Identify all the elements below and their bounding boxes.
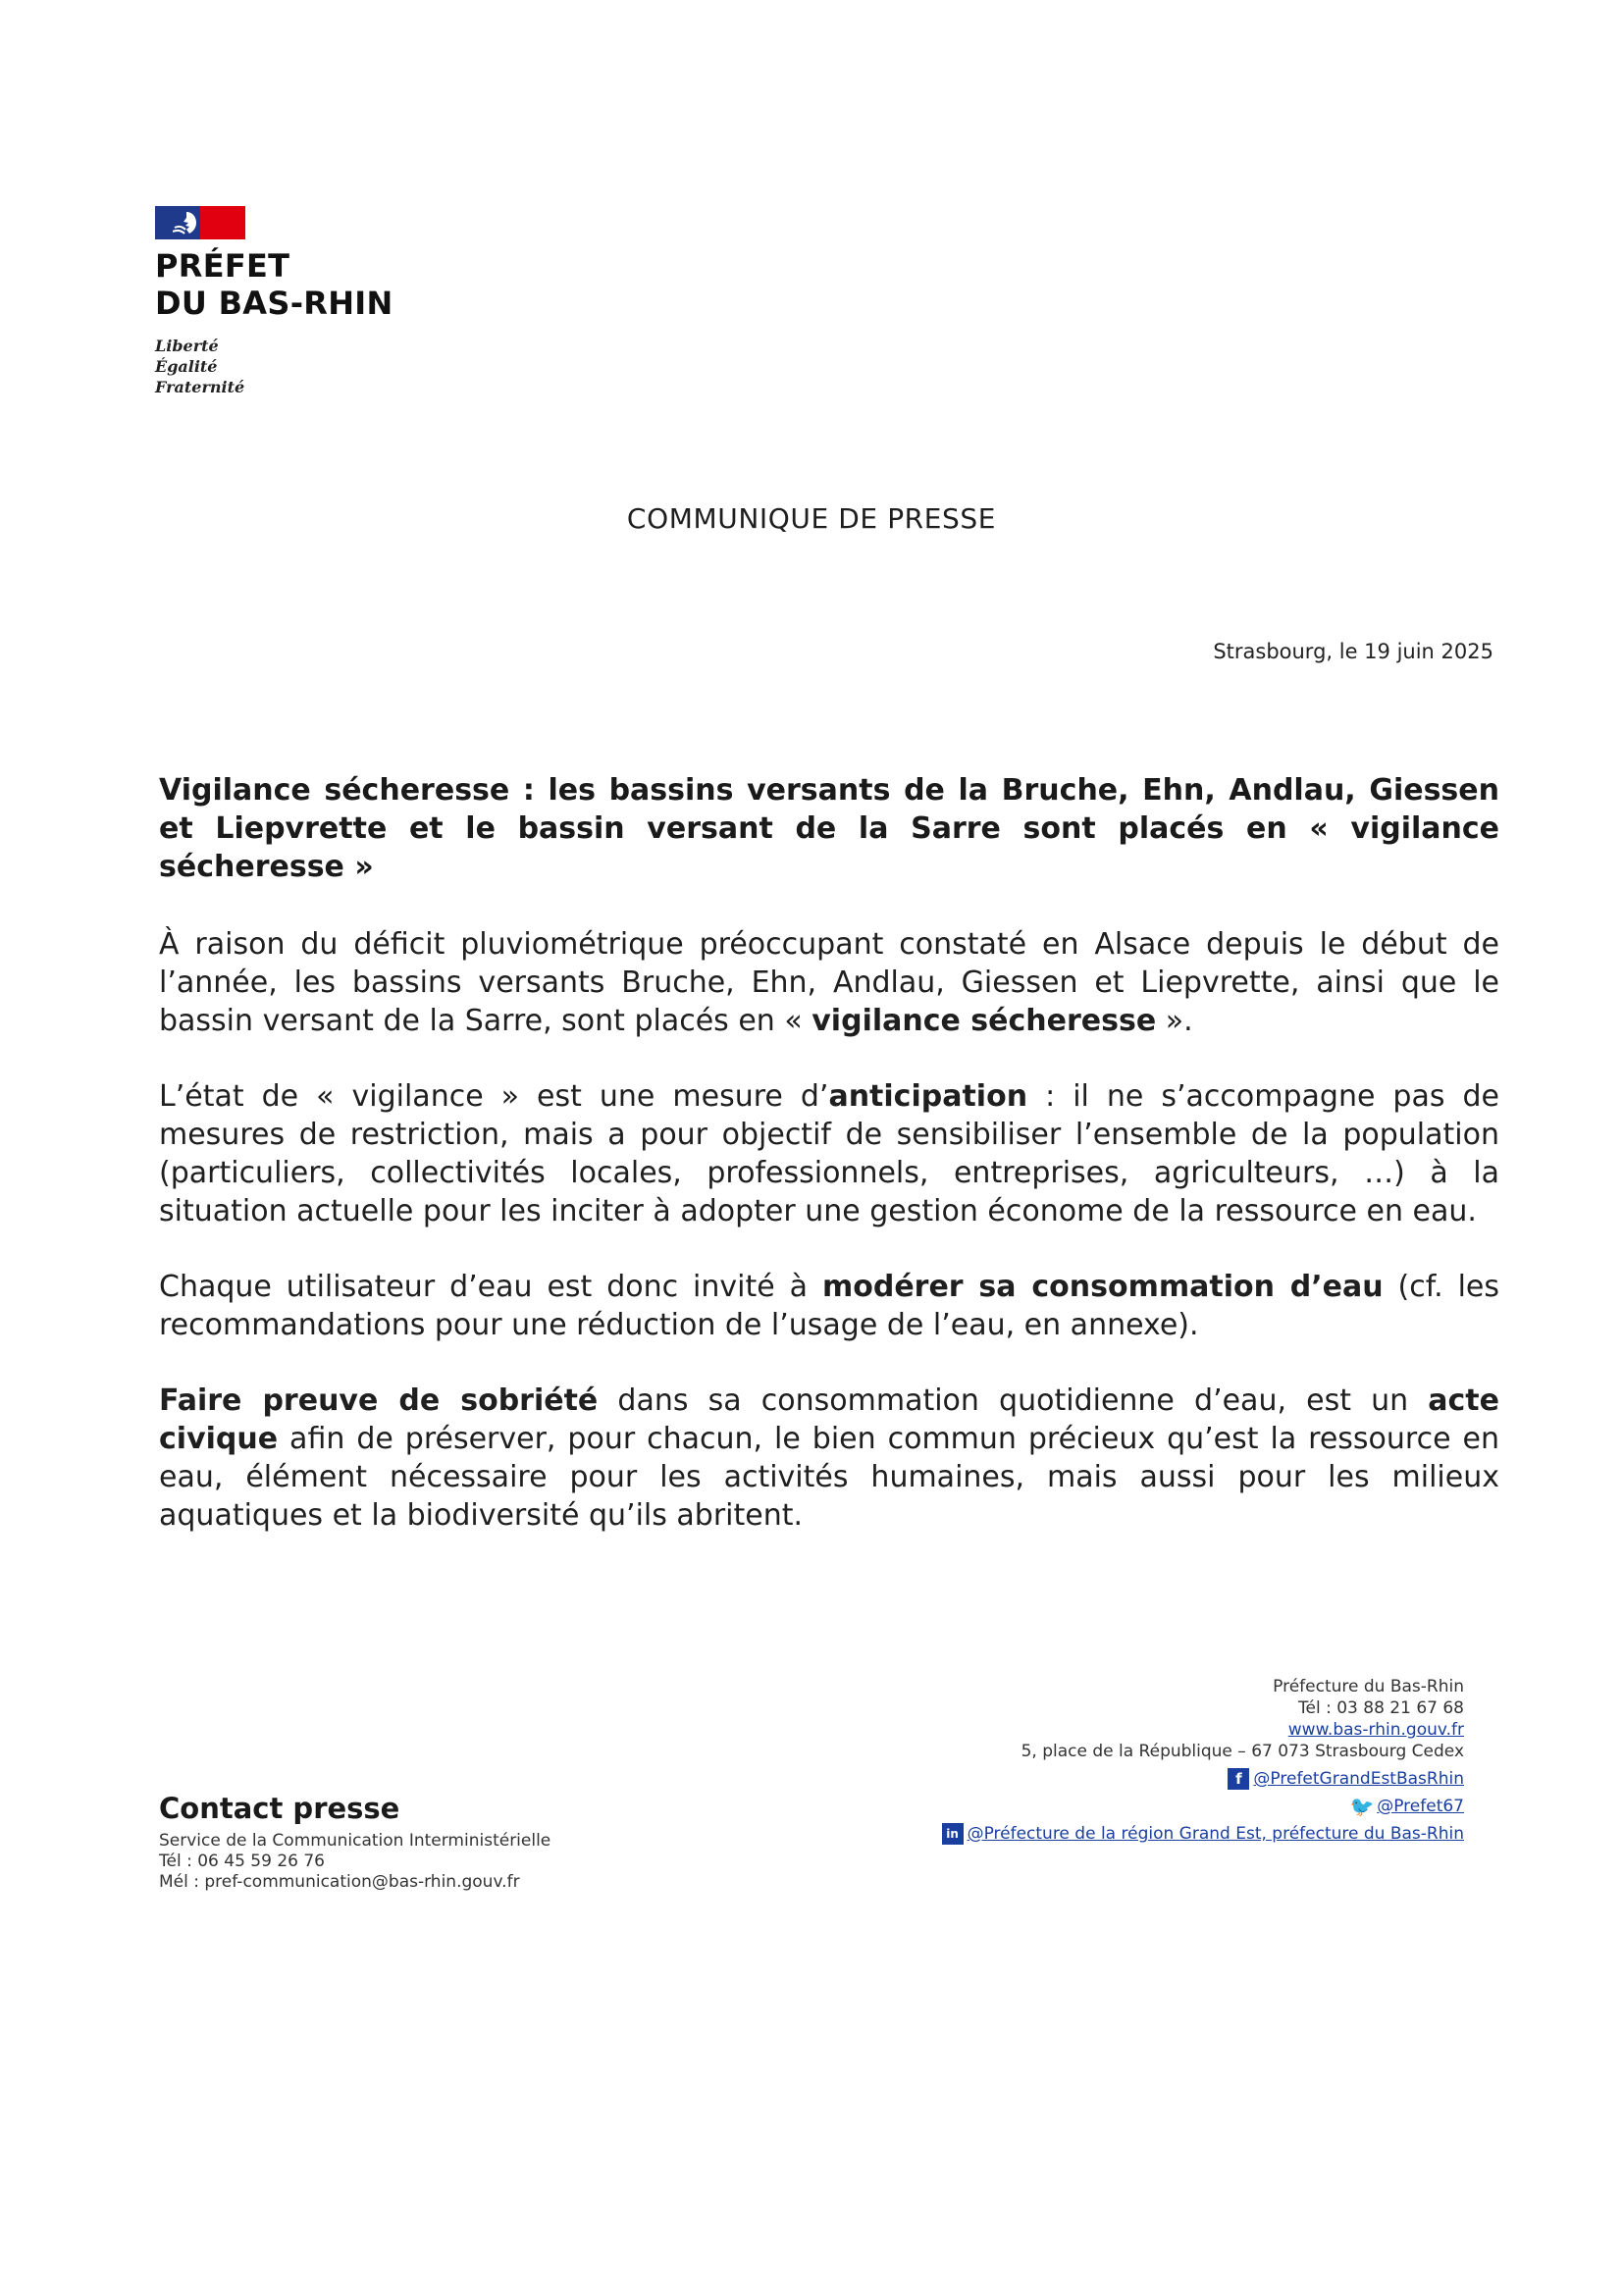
twitter-row xyxy=(942,1796,1464,1817)
press-contact-heading: Contact presse xyxy=(159,1792,400,1825)
prefect-logo xyxy=(155,206,410,397)
prefecture-address: 5, place de la République – 67 073 Strasbourg Cedex xyxy=(1021,1742,1464,1761)
logo-title-line1: PRÉFET xyxy=(155,247,290,285)
logo-title xyxy=(155,247,410,322)
paragraph-4-text: dans sa consommation quotidienne d’eau, est un xyxy=(598,1383,1429,1418)
document-type-heading: COMMUNIQUE DE PRESSE xyxy=(626,502,997,535)
paragraph-1-text: À raison du déficit pluviométrique préoccupant constaté en Alsace depuis le début de l’année, les bassins versants Bruche, Ehn, Andlau, Giessen et Liepvrette, ainsi que le bassin versant de la Sarre, sont placés en « xyxy=(159,927,1499,1038)
press-contact-phone: Tél : 06 45 59 26 76 xyxy=(159,1852,325,1871)
dateline: Strasbourg, le 19 juin 2025 xyxy=(1213,640,1493,663)
paragraph-3-text: Chaque utilisateur d’eau est donc invité à xyxy=(159,1270,822,1304)
prefecture-phone: Tél : 03 88 21 67 68 xyxy=(1298,1698,1464,1718)
paragraph-1 xyxy=(159,925,1499,1040)
paragraph-1-emphasis: vigilance sécheresse xyxy=(812,1004,1157,1038)
paragraph-2 xyxy=(159,1077,1499,1230)
paragraph-4-emphasis-1: Faire preuve de sobriété xyxy=(159,1383,599,1418)
press-release-body xyxy=(159,771,1499,1572)
motto-liberte: Liberté xyxy=(155,337,219,355)
motto-fraternite: Fraternité xyxy=(155,378,245,396)
press-contact xyxy=(159,1792,550,1893)
paragraph-2-text-end: : il ne s’accompagne pas de mesures de restriction, mais a pour objectif de sensibiliser l’ensemble de la population (particuliers, collectivités locales, professionnels, entreprises, agriculteurs, …) à la situation actuelle pour les inciter à adopter une gestion économe de la ressource en eau. xyxy=(159,1079,1499,1228)
facebook-link[interactable]: @PrefetGrandEstBasRhin xyxy=(1253,1769,1464,1789)
paragraph-2-emphasis: anticipation xyxy=(828,1079,1028,1114)
linkedin-icon: in xyxy=(942,1823,964,1845)
twitter-link[interactable]: @Prefet67 xyxy=(1377,1797,1464,1816)
linkedin-link[interactable]: @Préfecture de la région Grand Est, préfecture du Bas-Rhin xyxy=(967,1824,1464,1844)
republic-motto xyxy=(155,336,410,397)
paragraph-1-text-end: ». xyxy=(1156,1004,1193,1038)
facebook-row xyxy=(942,1768,1464,1790)
prefecture-contact xyxy=(942,1676,1464,1845)
paragraph-4-text-end: afin de préserver, pour chacun, le bien commun précieux qu’est la ressource en eau, élément nécessaire pour les activités humaines, mais aussi pour les milieux aquatiques et la biodiversité qu’ils abritent. xyxy=(159,1422,1499,1533)
paragraph-2-text: L’état de « vigilance » est une mesure d’ xyxy=(159,1079,829,1114)
marianne-flag-icon xyxy=(155,206,245,239)
paragraph-4-emphasis-2: acte civique xyxy=(159,1383,1499,1456)
paragraph-4 xyxy=(159,1382,1499,1535)
logo-title-line2: DU BAS-RHIN xyxy=(155,285,393,322)
motto-egalite: Égalité xyxy=(155,357,218,376)
linkedin-row xyxy=(942,1823,1464,1845)
paragraph-3-emphasis: modérer sa consommation d’eau xyxy=(821,1270,1384,1304)
paragraph-3-text-end: (cf. les recommandations pour une réduction de l’usage de l’eau, en annexe). xyxy=(159,1270,1500,1342)
facebook-icon: f xyxy=(1228,1768,1249,1790)
paragraph-3 xyxy=(159,1268,1499,1344)
prefecture-name: Préfecture du Bas-Rhin xyxy=(1273,1677,1464,1696)
prefecture-website-link[interactable]: www.bas-rhin.gouv.fr xyxy=(1287,1720,1464,1740)
twitter-icon: 🐦 xyxy=(1349,1795,1375,1818)
press-contact-email: Mél : pref-communication@bas-rhin.gouv.fr xyxy=(159,1872,520,1892)
press-release-title: Vigilance sécheresse : les bassins versants de la Bruche, Ehn, Andlau, Giessen et Liepvrette et le bassin versant de la Sarre sont placés en « vigilance sécheresse » xyxy=(159,773,1499,884)
press-contact-service: Service de la Communication Interministérielle xyxy=(159,1831,551,1851)
